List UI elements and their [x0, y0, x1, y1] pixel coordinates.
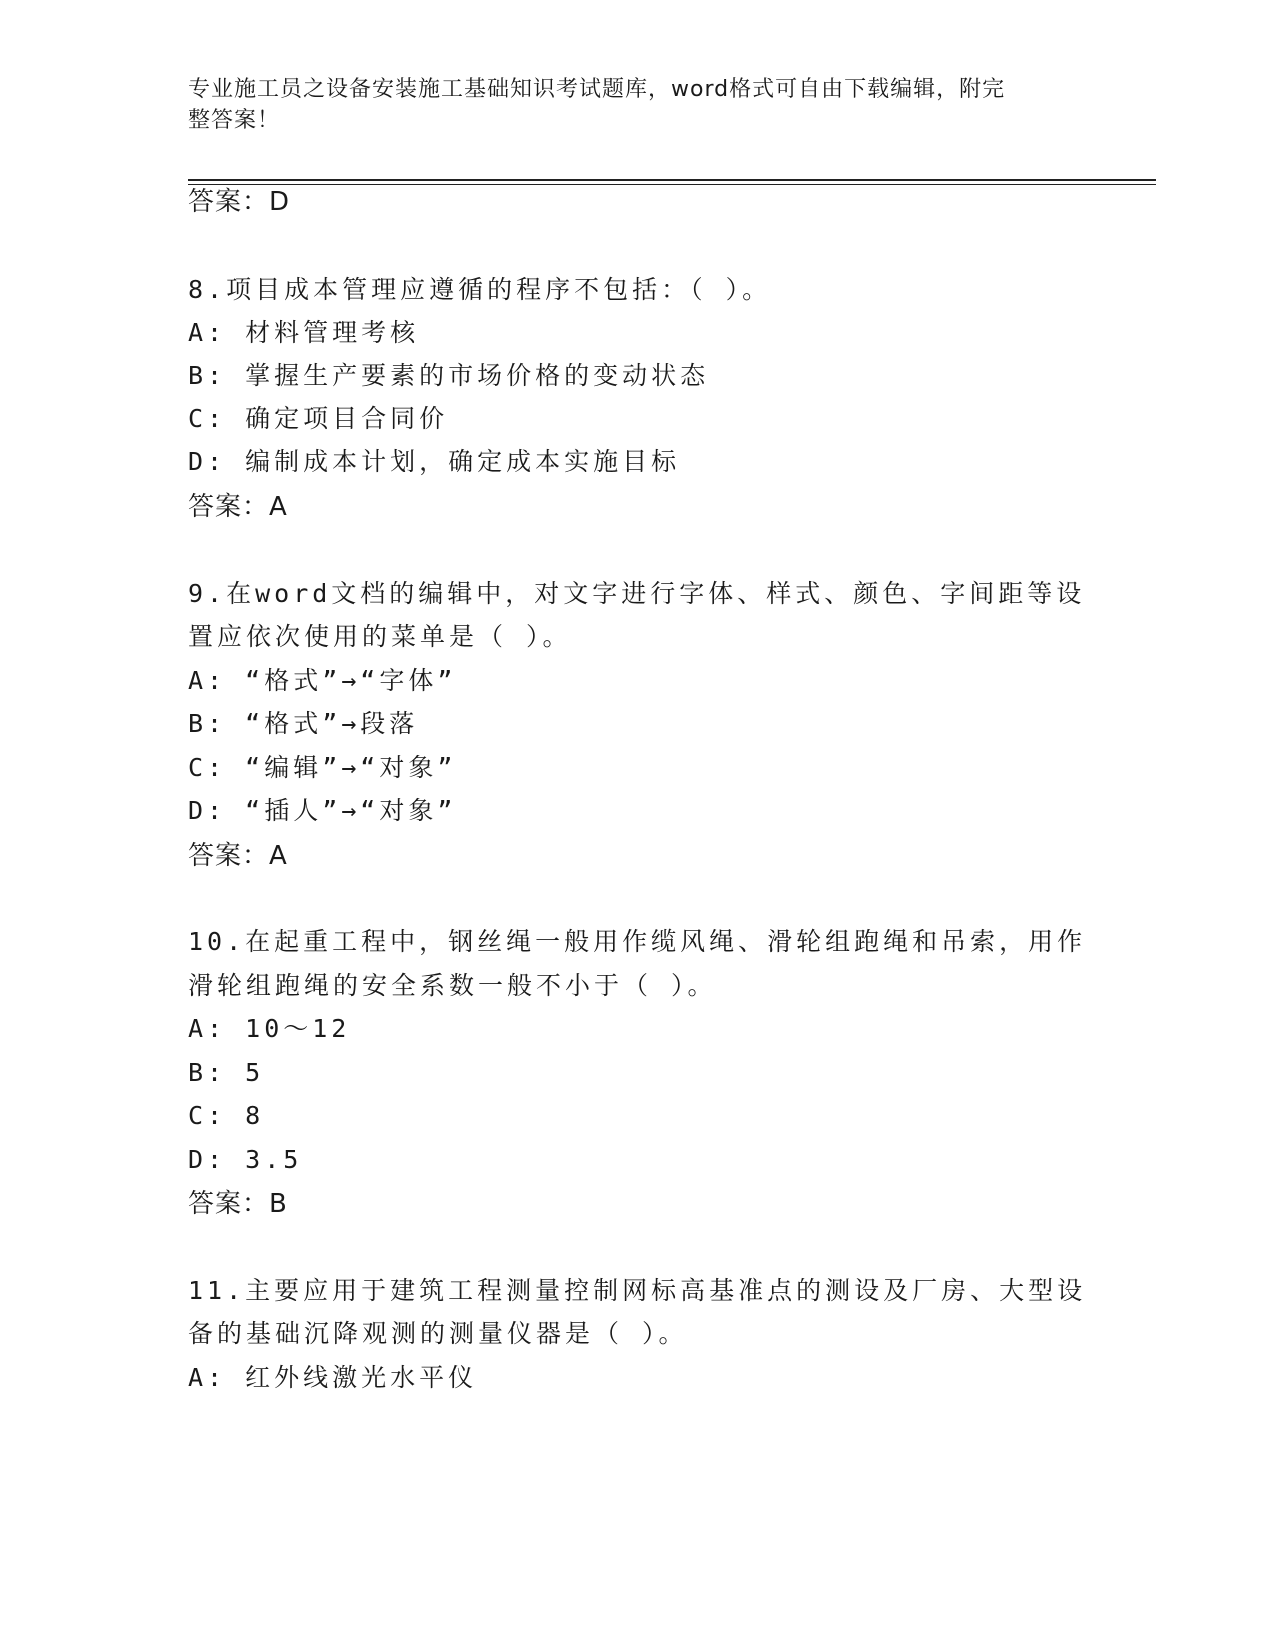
question-stem: 8.项目成本管理应遵循的程序不包括：（ ）。 [188, 275, 772, 304]
option-b: B: “格式”→段落 [188, 709, 419, 738]
answer-line: 答案：A [188, 492, 288, 522]
option-a: A: 10～12 [188, 1014, 351, 1043]
question-stem-cont: 备的基础沉降观测的测量仪器是（ ）。 [188, 1319, 688, 1348]
option-a: A: 红外线激光水平仪 [188, 1363, 478, 1392]
option-c: C: “编辑”→“对象” [188, 753, 457, 782]
option-b: B: 5 [188, 1058, 265, 1087]
question-stem: 9.在word文档的编辑中，对文字进行字体、样式、颜色、字间距等设 [188, 579, 1086, 608]
option-a: A: 材料管理考核 [188, 318, 420, 347]
header-divider-thick [188, 179, 1156, 181]
question-stem-cont: 置应依次使用的菜单是（ ）。 [188, 622, 572, 651]
question-stem: 11.主要应用于建筑工程测量控制网标高基准点的测设及厂房、大型设 [188, 1276, 1087, 1305]
document-header [188, 74, 1068, 136]
header-line-2: 整答案！ [188, 108, 281, 133]
answer-line: 答案：B [188, 1189, 288, 1219]
option-d: D: “插人”→“对象” [188, 796, 457, 825]
answer-line: 答案：A [188, 841, 288, 871]
option-a: A: “格式”→“字体” [188, 666, 457, 695]
option-d: D: 编制成本计划，确定成本实施目标 [188, 447, 681, 476]
answer-line: 答案：D [188, 187, 291, 217]
question-stem: 10.在起重工程中，钢丝绳一般用作缆风绳、滑轮组跑绳和吊索，用作 [188, 927, 1087, 956]
header-line-1: 专业施工员之设备安装施工基础知识考试题库，word格式可自由下载编辑，附完 [188, 77, 1006, 102]
option-b: B: 掌握生产要素的市场价格的变动状态 [188, 361, 710, 390]
header-divider-thin [188, 184, 1156, 185]
option-d: D: 3.5 [188, 1145, 303, 1174]
option-c: C: 确定项目合同价 [188, 404, 449, 433]
question-stem-cont: 滑轮组跑绳的安全系数一般不小于（ ）。 [188, 971, 717, 1000]
option-c: C: 8 [188, 1101, 265, 1130]
